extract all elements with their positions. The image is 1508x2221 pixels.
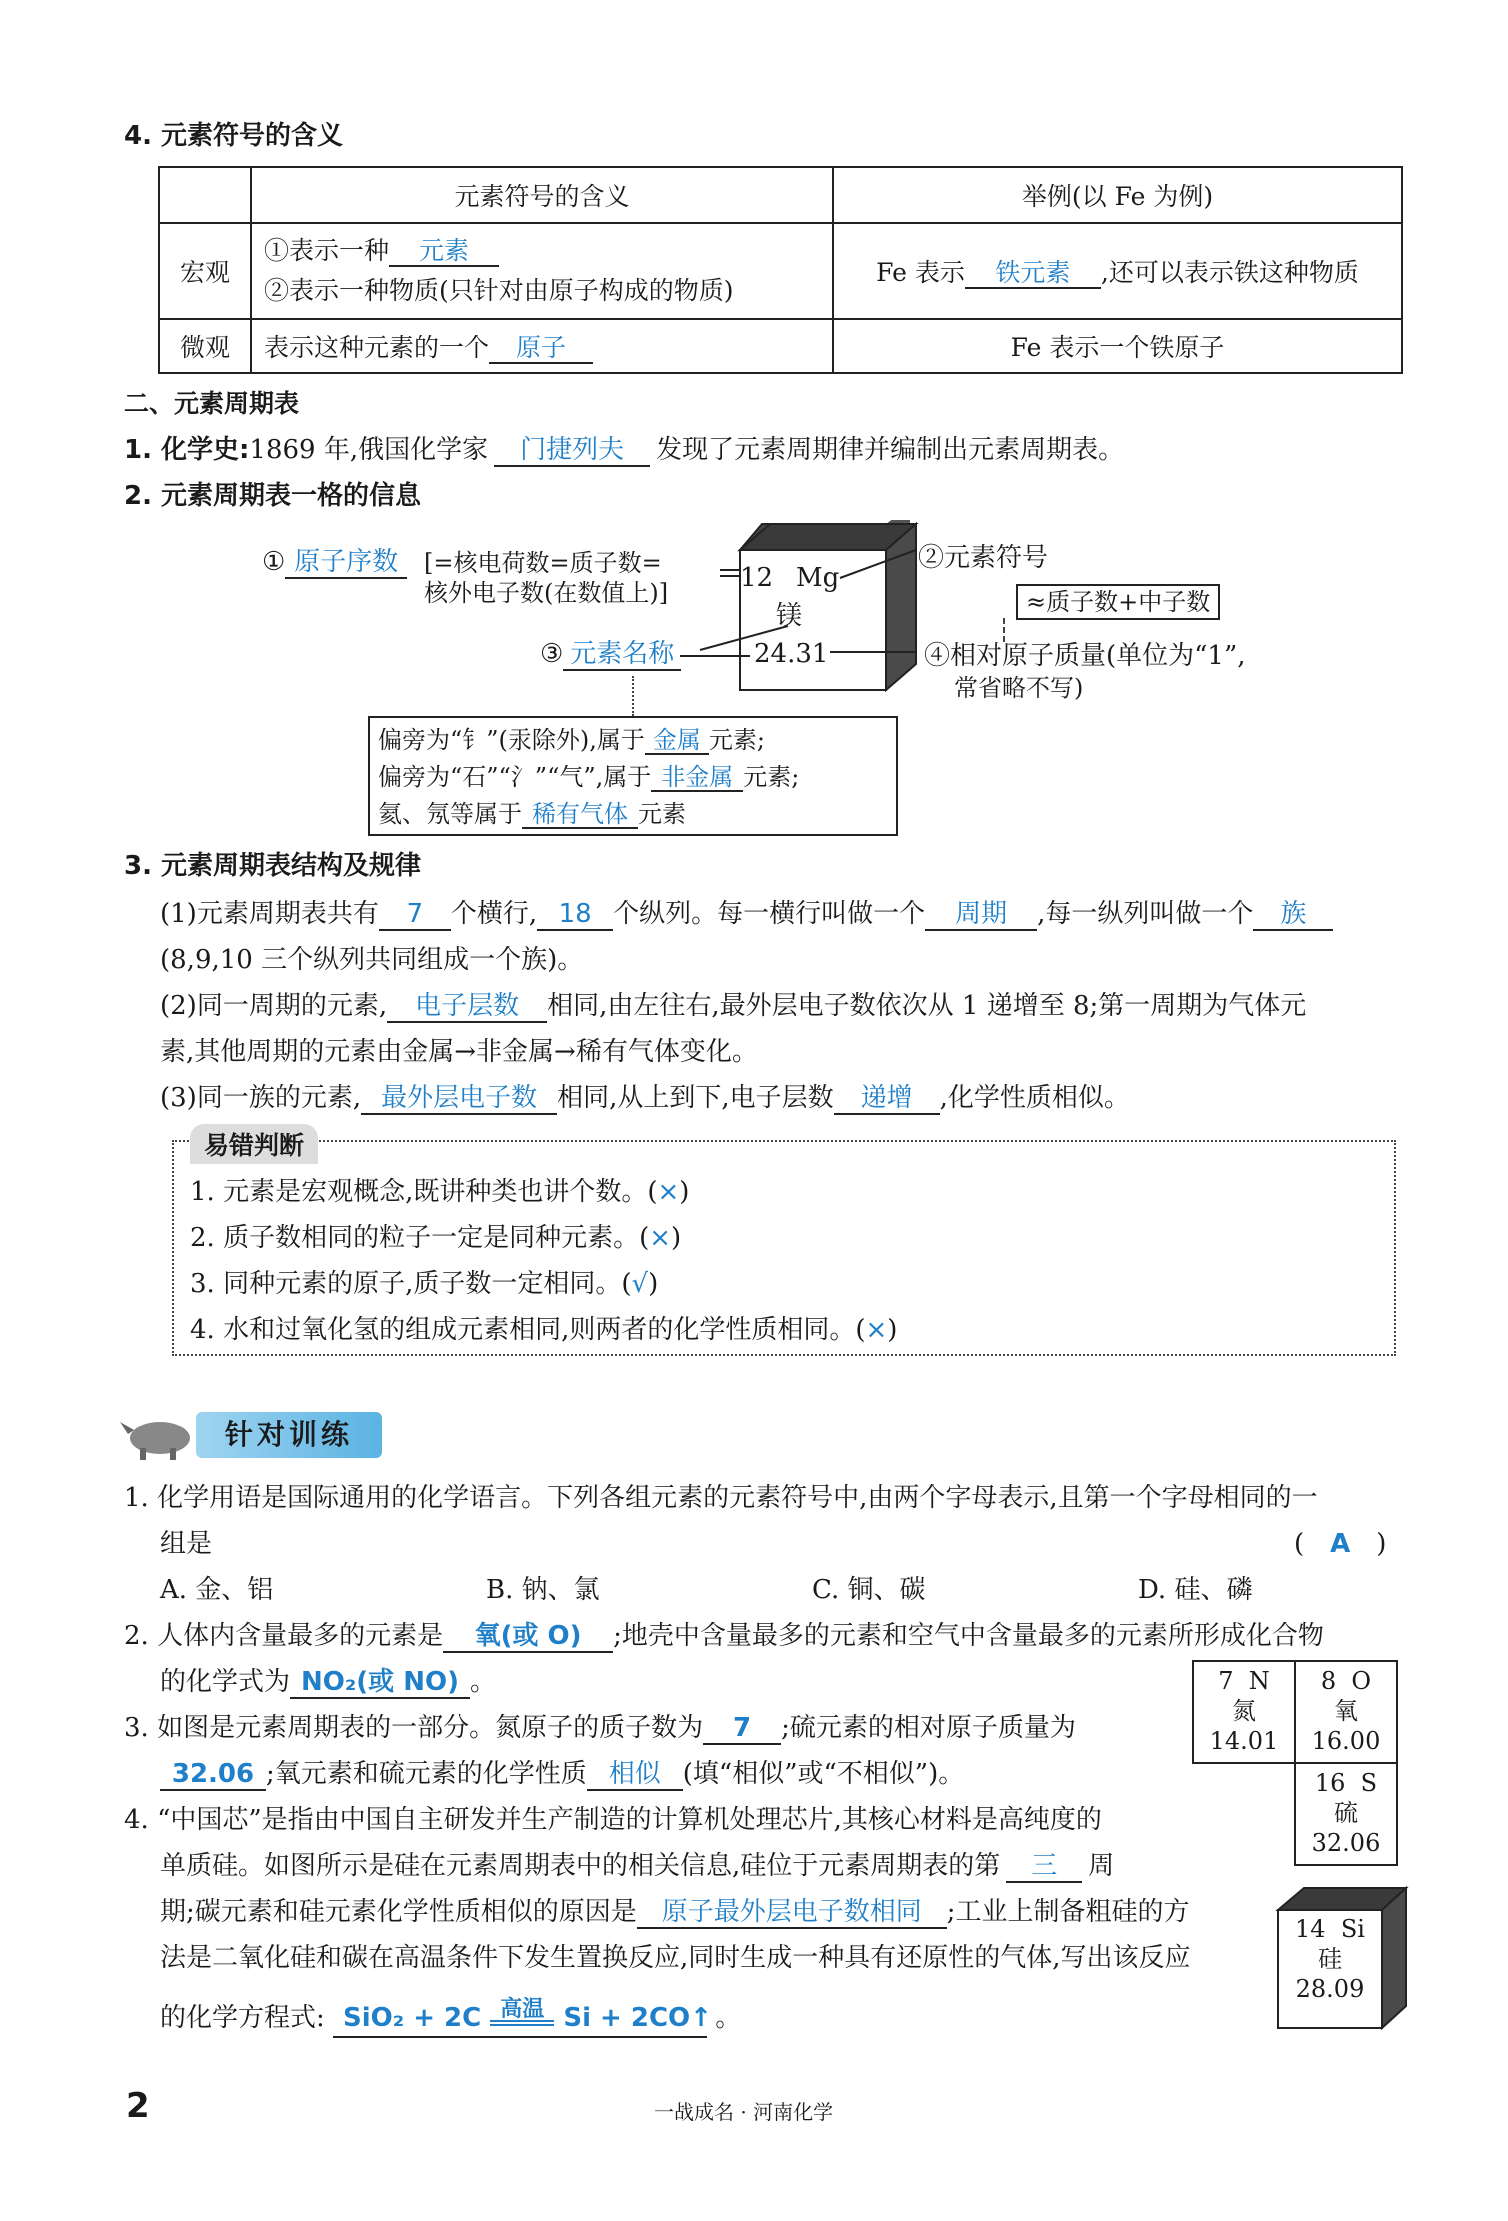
macro-meaning: ①表示一种 元素 ②表示一种物质(只针对由原子构成的物质) (251, 223, 833, 319)
structure-line-1: (1)元素周期表共有 7 个横行, 18 个纵列。每一横行叫做一个 周期 ,每一纵列叫做一个 族 (160, 896, 1333, 932)
q2-line-2: 的化学式为 NO₂(或 NO) 。 (160, 1667, 497, 1697)
page-number: 2 (126, 2086, 150, 2126)
q2-line-1: 2. 人体内含量最多的元素是 氧(或 O) ;地壳中含量最多的元素和空气中含量最多的元素所形成化合物 (124, 1621, 1324, 1651)
answer-element: 元素 (389, 237, 499, 267)
q4-line-5: 的化学方程式: SiO₂ + 2C 高温 Si + 2CO↑ 。 (160, 2000, 741, 2038)
structure-line-5: (3)同一族的元素, 最外层电子数 相同,从上到下,电子层数 递增 ,化学性质相似。 (160, 1083, 1130, 1113)
label-atomic-number: ① 原子序数 (262, 544, 407, 580)
q1-answer: ( A ) (1294, 1529, 1387, 1559)
q4-line-4: 法是二氧化硅和碳在高温条件下发生置换反应,同时生成一种具有还原性的气体,写出该反应 (160, 1943, 1191, 1973)
atomic-number-note-1: [=核电荷数=质子数= (424, 549, 662, 577)
q1-option: D. 硅、磷 (1138, 1575, 1253, 1605)
judge-item: 3. 同种元素的原子,质子数一定相同。(√) (190, 1269, 659, 1299)
structure-title: 3. 元素周期表结构及规律 (124, 851, 422, 881)
rhino-icon (118, 1404, 198, 1464)
mg-name: 镁 (776, 601, 803, 631)
header-example: 举例(以 Fe 为例) (833, 167, 1402, 223)
footer-title: 一战成名 · 河南化学 (654, 2100, 834, 2124)
mg-symbol: Mg (796, 563, 840, 593)
structure-line-3: (2)同一周期的元素, 电子层数 相同,由左往右,最外层电子数依次从 1 递增至 8;第一周期为气体元 (160, 991, 1307, 1021)
structure-line-4: 素,其他周期的元素由金属→非金属→稀有气体变化。 (160, 1037, 758, 1067)
q1-stem-2: 组是 (160, 1529, 213, 1559)
judge-item: 4. 水和过氧化氢的组成元素相同,则两者的化学性质相同。(×) (190, 1315, 898, 1345)
answer-atom: 原子 (489, 334, 593, 364)
q1-option: A. 金、铝 (160, 1575, 274, 1605)
label-mass-1: ④相对原子质量(单位为“1”, (924, 641, 1246, 671)
judge-item: 1. 元素是宏观概念,既讲种类也讲个数。(×) (190, 1177, 690, 1207)
cell-oxygen: 8 O 氧 16.00 (1294, 1660, 1398, 1764)
macro-example: Fe 表示 铁元素 ,还可以表示铁这种物质 (833, 223, 1402, 319)
q1-option: B. 钠、氯 (486, 1575, 600, 1605)
judge-item: 2. 质子数相同的粒子一定是同种元素。(×) (190, 1223, 682, 1253)
q4-line-2: 单质硅。如图所示是硅在元素周期表中的相关信息,硅位于元素周期表的第 三 周 (160, 1851, 1115, 1881)
label-element-symbol: ②元素符号 (918, 543, 1049, 573)
q3-line-2: 32.06 ;氧元素和硫元素的化学性质 相似 (填“相似”或“不相似”)。 (160, 1756, 964, 1792)
answer-iron-element: 铁元素 (965, 259, 1101, 289)
mg-mass: 24.31 (754, 639, 829, 669)
q3-line-1: 3. 如图是元素周期表的一部分。氮原子的质子数为 7 ;硫元素的相对原子质量为 (124, 1713, 1076, 1743)
history-line: 1. 化学史:1869 年,俄国化学家 门捷列夫 发现了元素周期律并编制出元素周期表。 (124, 435, 1125, 465)
radical-notes-box: 偏旁为“钅”(汞除外),属于 金属 元素; 偏旁为“石”“氵”“气”,属于 非金属 元素; 氦、氖等属于 稀有气体 元素 (368, 716, 898, 836)
judge-title: 易错判断 (190, 1124, 318, 1164)
structure-line-2: (8,9,10 三个纵列共同组成一个族)。 (160, 945, 584, 975)
label-element-name: ③ 元素名称 (540, 636, 681, 672)
macro-label: 宏观 (159, 223, 251, 319)
cell-sulfur: 16 S 硫 32.06 (1294, 1762, 1398, 1866)
element-symbol-table (158, 166, 1403, 374)
q4-line-1: 4. “中国芯”是指由中国自主研发并生产制造的计算机处理芯片,其核心材料是高纯度的 (124, 1805, 1102, 1835)
answer-mendeleev: 门捷列夫 (494, 436, 650, 467)
header-meaning: 元素符号的含义 (251, 167, 833, 223)
q4-line-3: 期;碳元素和硅元素化学性质相似的原因是 原子最外层电子数相同 ;工业上制备粗硅的方 (160, 1897, 1190, 1927)
cell-nitrogen: 7 N 氮 14.01 (1192, 1660, 1296, 1764)
training-title: 针对训练 (196, 1412, 382, 1458)
section-4-title: 4. 元素符号的含义 (124, 121, 344, 151)
q1-option: C. 铜、碳 (812, 1575, 926, 1605)
atomic-number-note-2: 核外电子数(在数值上)] (424, 579, 669, 607)
micro-example: Fe 表示一个铁原子 (833, 319, 1402, 373)
micro-label: 微观 (159, 319, 251, 373)
micro-meaning: 表示这种元素的一个 原子 (251, 319, 833, 373)
q1-stem-1: 1. 化学用语是国际通用的化学语言。下列各组元素的元素符号中,由两个字母表示,且第一个字母相同的一 (124, 1483, 1318, 1513)
part-2-title: 二、元素周期表 (124, 389, 300, 418)
mg-atomic-number: 12 (740, 563, 774, 593)
cell-info-title: 2. 元素周期表一格的信息 (124, 481, 422, 511)
approx-box: ≈质子数+中子数 (1016, 584, 1220, 620)
label-mass-2: 常省略不写) (954, 674, 1084, 702)
cell-silicon: 14 Si 硅 28.09 (1295, 1915, 1365, 2003)
